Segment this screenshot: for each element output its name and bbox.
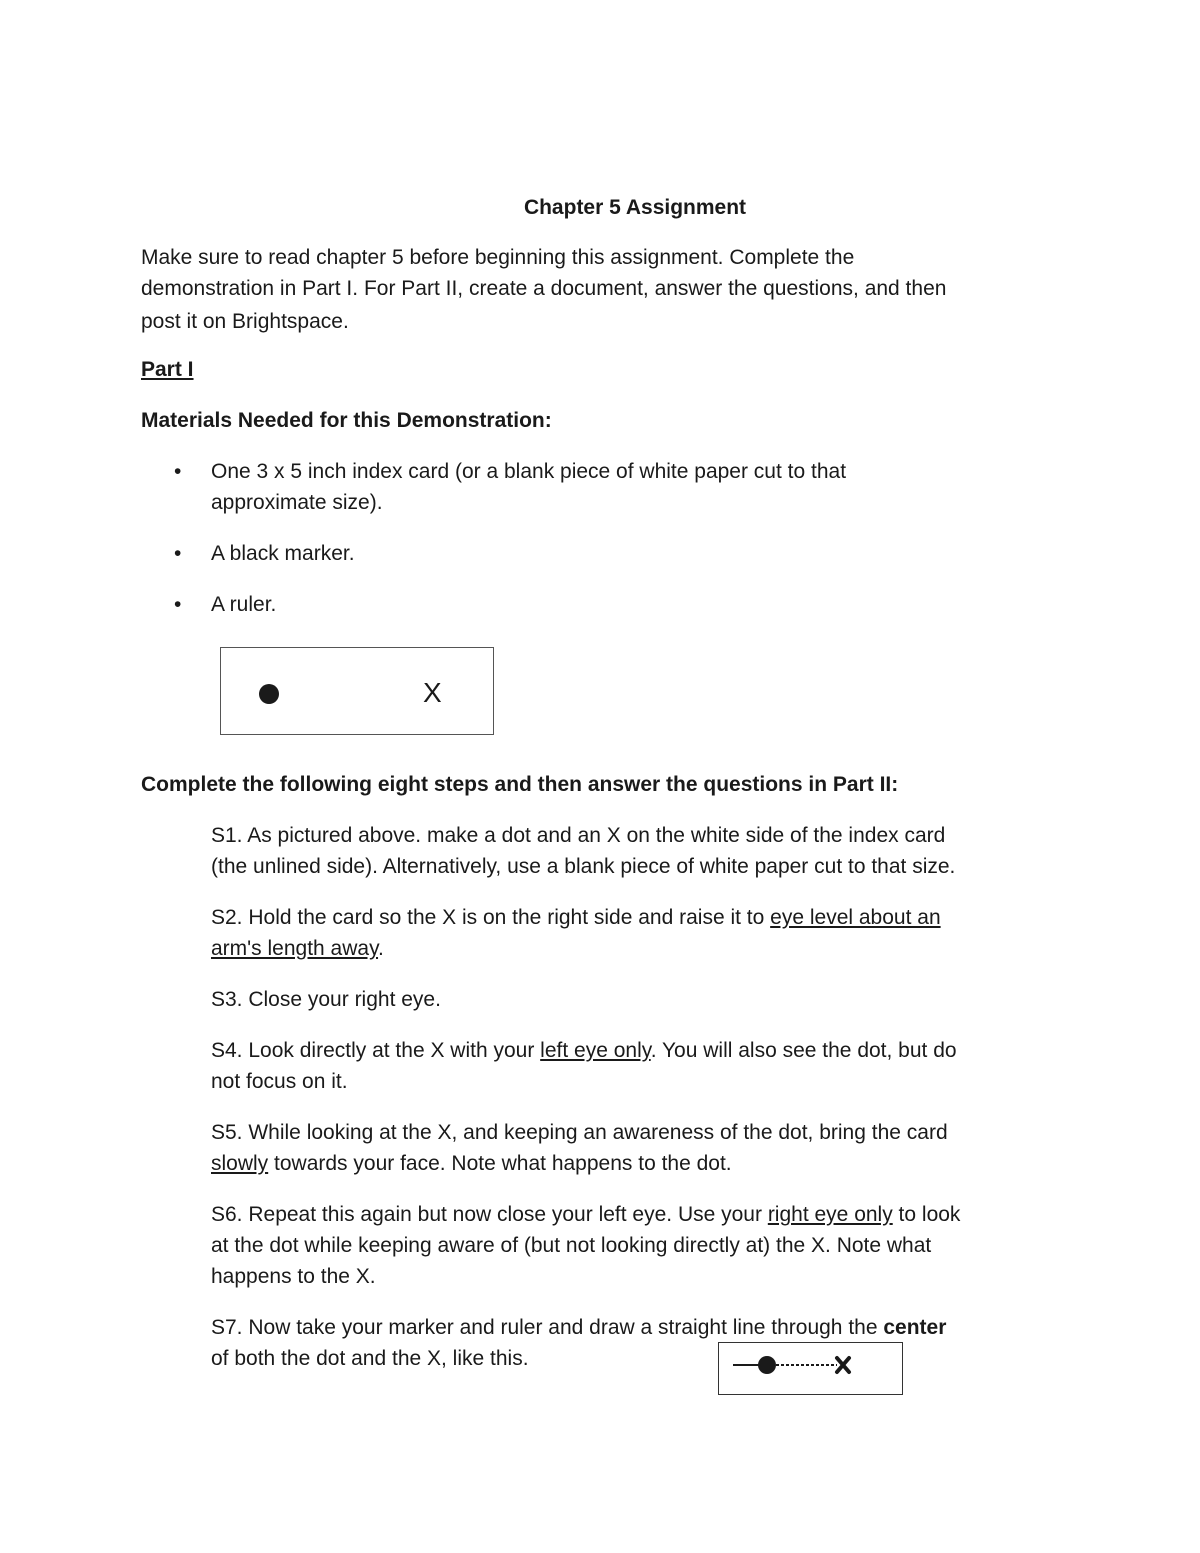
steps-heading: Complete the following eight steps and then answer the questions in Part II: — [141, 773, 899, 796]
list-item-text: A black marker. — [211, 542, 355, 565]
x-mark: X — [423, 677, 442, 708]
intro-paragraph — [141, 242, 1071, 337]
materials-list — [141, 456, 1041, 640]
bullet-icon: • — [174, 542, 182, 565]
list-item — [141, 456, 1041, 518]
list-item — [141, 589, 1041, 620]
page-title: Chapter 5 Assignment — [523, 196, 747, 219]
dot-icon — [259, 684, 279, 704]
list-item-text: A ruler. — [211, 593, 277, 616]
step-s6: S6. Repeat this again but now close your left eye. Use your right eye only to look at the dot while keeping aware of (but not looking directly at) the X. Note what happens to the X. — [211, 1203, 961, 1288]
x-mark-icon — [837, 1358, 849, 1372]
bullet-icon: • — [174, 593, 182, 616]
steps-list — [211, 820, 1071, 1394]
list-item-text: One 3 x 5 inch index card (or a blank piece of white paper cut to that — [211, 460, 847, 483]
dot-icon — [758, 1356, 776, 1374]
dot-x-line-illustration — [719, 1343, 901, 1393]
step-s1: S1. As pictured above. make a dot and an X on the white side of the index card (the unlined side). Alternatively, use a blank piece of white paper cut to that size. — [211, 824, 956, 878]
index-card-line-diagram — [718, 1342, 903, 1395]
materials-heading: Materials Needed for this Demonstration: — [141, 409, 552, 432]
step-s7: S7. Now take your marker and ruler and draw a straight line through the center of both the dot and the X, like this. — [211, 1316, 947, 1370]
index-card-diagram — [220, 647, 494, 735]
intro-line: post it on Brightspace. — [141, 310, 349, 333]
part-heading: Part I — [141, 358, 194, 381]
bullet-icon: • — [174, 460, 182, 483]
intro-line: demonstration in Part I. For Part II, create a document, answer the questions, and then — [141, 277, 947, 300]
step-s2: S2. Hold the card so the X is on the right side and raise it to eye level about an arm's length away. — [211, 906, 941, 960]
step-s3: S3. Close your right eye. — [211, 988, 441, 1011]
step-s4: S4. Look directly at the X with your left eye only. You will also see the dot, but do not focus on it. — [211, 1039, 957, 1093]
intro-line: Make sure to read chapter 5 before beginning this assignment. Complete the — [141, 246, 855, 269]
step-s5: S5. While looking at the X, and keeping an awareness of the dot, bring the card slowly towards your face. Note what happens to the dot. — [211, 1121, 948, 1175]
list-item — [141, 538, 1041, 569]
list-item-text: approximate size). — [211, 491, 383, 514]
